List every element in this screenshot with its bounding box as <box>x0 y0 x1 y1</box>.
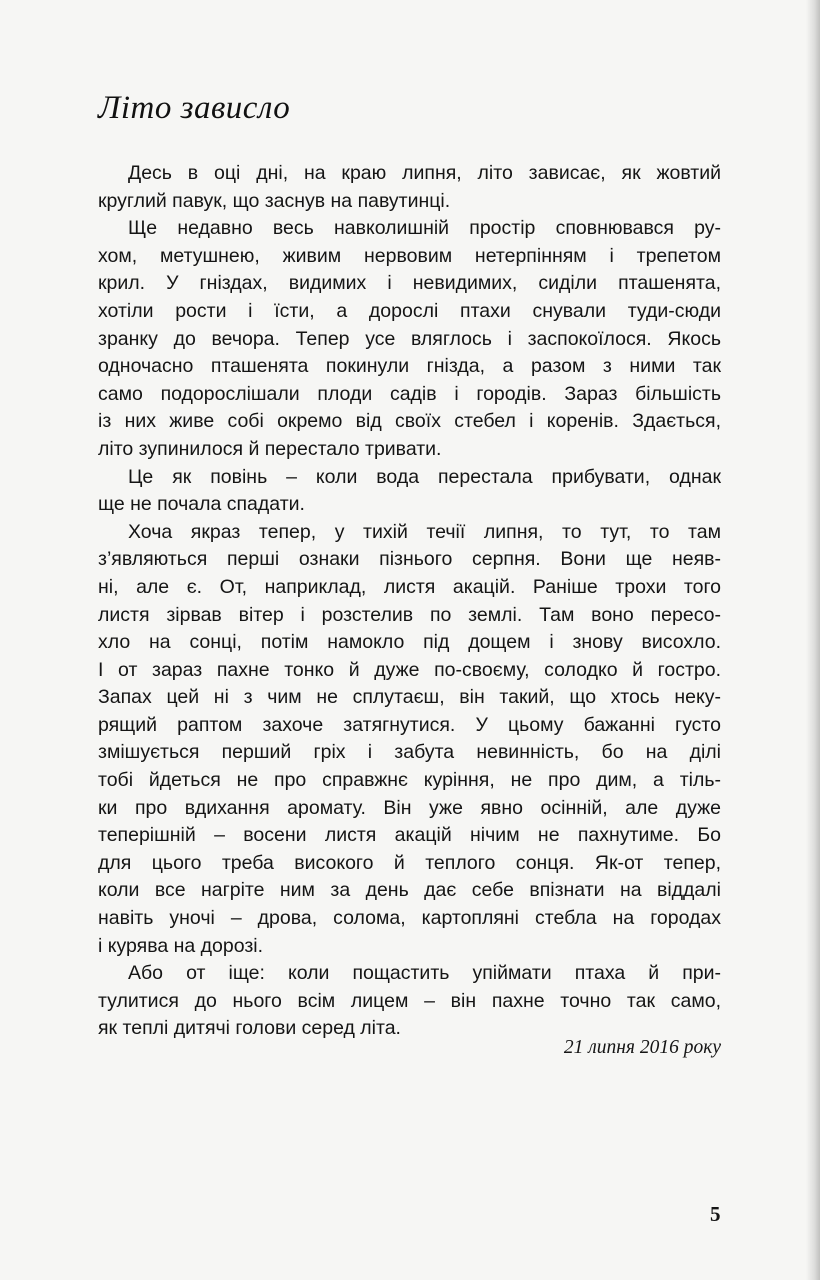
text-line: і курява на дорозі. <box>98 934 264 957</box>
text-line: хло на сонці, потім намокло під дощем і знову висохло. <box>98 631 721 654</box>
text-line: зранку до вечора. Тепер усе вляглось і заспокоїлося. Якось <box>98 327 721 350</box>
text-line: ще не почала спадати. <box>98 493 305 516</box>
chapter-title: Літо зависло <box>98 90 291 126</box>
text-line: Або от іще: коли пощастить упіймати птаха й при- <box>128 962 721 985</box>
text-line: теперішній – восени листя акацій нічим не пахнутиме. Бо <box>98 824 721 847</box>
text-line: крил. У гніздах, видимих і невидимих, сиділи пташенята, <box>98 272 721 295</box>
text-line: І от зараз пахне тонко й дуже по-своєму, солодко й гостро. <box>98 658 721 681</box>
text-line: хотіли рости і їсти, а дорослі птахи снували туди-сюди <box>98 299 721 322</box>
body-text <box>98 160 721 1043</box>
text-line: Запах цей ні з чим не сплутаєш, він такий, що хтось неку- <box>98 686 721 709</box>
text-line: коли все нагріте ним за день дає себе впізнати на віддалі <box>98 879 721 902</box>
text-line: Хоча якраз тепер, у тихій течії липня, то тут, то там <box>128 520 721 543</box>
text-line: само подорослішали плоди садів і городів. Зараз більшість <box>98 382 721 405</box>
text-line: ні, але є. От, наприклад, листя акацій. Раніше трохи того <box>98 575 721 598</box>
text-line: Ще недавно весь навколишній простір сповнювався ру- <box>128 217 721 240</box>
text-line: ки про вдихання аромату. Він уже явно осінній, але дуже <box>98 796 721 819</box>
text-line: навіть уночі – дрова, солома, картопляні стебла на городах <box>98 907 721 930</box>
text-line: одночасно пташенята покинули гнізда, а разом з ними так <box>98 355 721 378</box>
page-edge-shadow <box>806 0 820 1280</box>
text-line: Десь в оці дні, на краю липня, літо зависає, як жовтий <box>128 162 721 184</box>
text-line: літо зупинилося й перестало тривати. <box>98 437 442 460</box>
text-line: із них живе собі окремо від своїх стебел і коренів. Здається, <box>98 410 721 433</box>
text-line: з’являються перші ознаки пізнього серпня. Вони ще неяв- <box>98 548 721 571</box>
text-line: Це як повінь – коли вода перестала прибувати, однак <box>128 465 721 488</box>
text-line: тобі йдеться не про справжнє куріння, не про дим, а тіль- <box>98 769 721 792</box>
text-line: для цього треба високого й теплого сонця. Як-от тепер, <box>98 851 721 874</box>
text-line: круглий павук, що заснув на павутинці. <box>98 189 451 212</box>
date-line: 21 липня 2016 року <box>563 1037 721 1058</box>
text-line: як теплі дитячі голови серед літа. <box>98 1017 401 1040</box>
text-line: тулитися до нього всім лицем – він пахне точно так само, <box>98 989 721 1012</box>
text-line: рящий раптом захоче затягнутися. У цьому бажанні густо <box>98 713 721 736</box>
text-line: змішується перший гріх і забута невинність, бо на ділі <box>98 741 721 764</box>
text-line: хом, метушнею, живим нервовим нетерпінням і трепетом <box>98 244 721 267</box>
text-line: листя зірвав вітер і розстелив по землі. Там воно пересо- <box>98 603 721 626</box>
page-number: 5 <box>710 1202 721 1226</box>
